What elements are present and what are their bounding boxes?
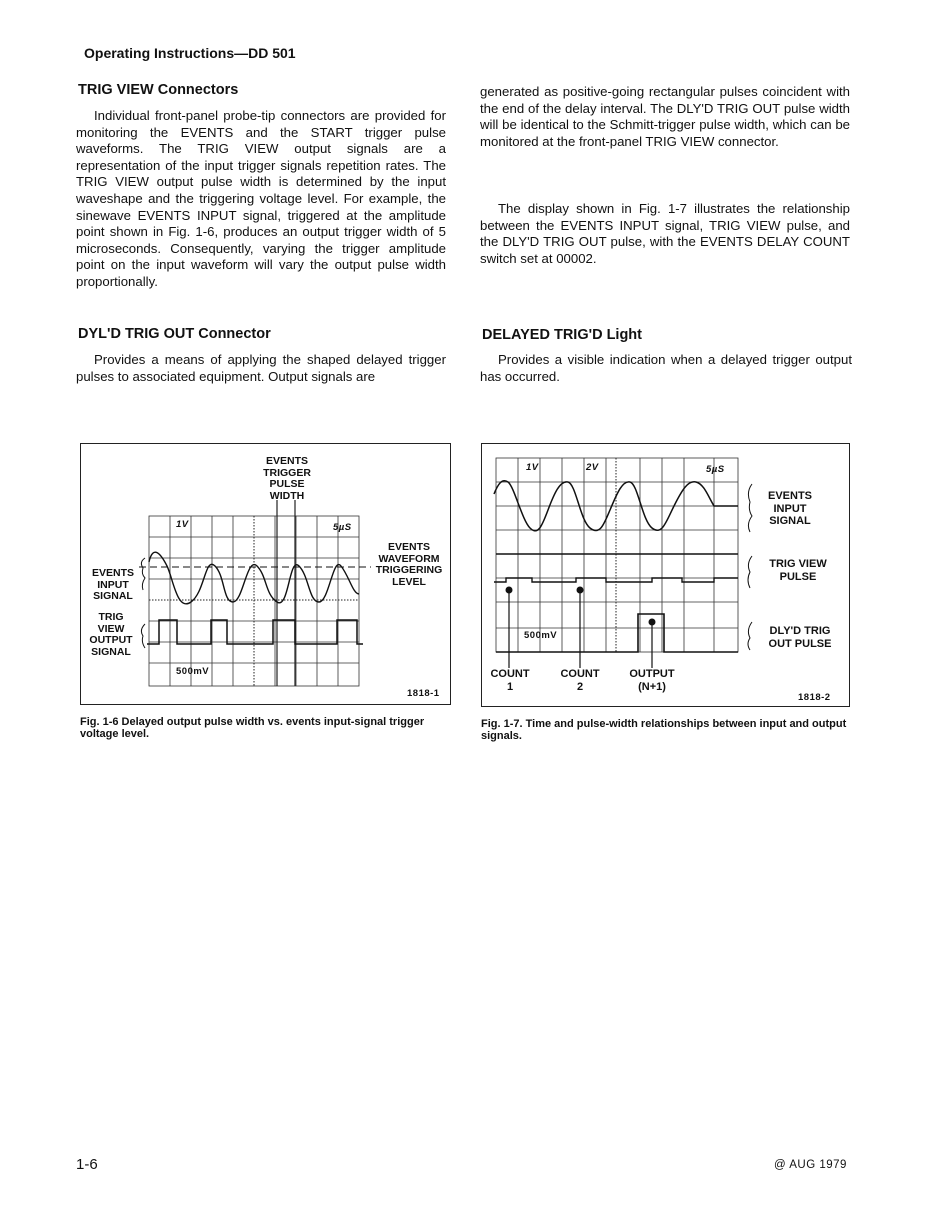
fig6-trig-view-line: SIGNAL — [91, 645, 131, 658]
fig7-scale-bottom: 500mV — [524, 630, 558, 641]
fig7-trig-view-line: PULSE — [779, 570, 817, 583]
fig7-scale-3: 5µS — [706, 464, 725, 475]
fig7-events-input-label — [758, 490, 822, 528]
paragraph-delayed-light-text: Provides a visible indication when a delayed trigger output has occurred. — [480, 352, 852, 384]
fig7-events-input-line: INPUT — [773, 502, 807, 515]
fig7-output-line: OUTPUT — [629, 668, 675, 680]
fig7-events-input-line: SIGNAL — [769, 515, 811, 527]
paragraph-display-text: The display shown in Fig. 1-7 illustrates the relationship between the EVENTS INPUT signal, TRIG VIEW pulse, and the DLY'D TRIG OUT pulse, with the EVENTS DELAY COUNT switch set at 00002. — [480, 201, 850, 266]
fig7-dlyd-line: OUT PULSE — [768, 637, 832, 650]
fig6-trig-view-line: TRIG — [98, 611, 124, 623]
fig6-events-input-line: SIGNAL — [93, 590, 133, 602]
fig6-waveform-level-line: WAVEFORM — [378, 552, 440, 565]
fig7-id: 1818-2 — [798, 692, 831, 703]
fig6-trig-view-label — [83, 612, 139, 658]
page-number: 1-6 — [76, 1156, 98, 1173]
fig6-trig-view-line: VIEW — [97, 622, 125, 635]
paragraph-dlyd-out-text: Provides a means of applying the shaped delayed trigger pulses to associated equipment. Output signals are — [76, 352, 446, 384]
fig7-trig-view-line: TRIG VIEW — [769, 558, 827, 570]
fig7-caption: Fig. 1-7. Time and pulse-width relationships between input and output signals. — [481, 718, 847, 742]
fig6-trig-view-line: OUTPUT — [89, 634, 133, 646]
fig7-scale-2: 2V — [586, 462, 599, 473]
fig6-top-label — [249, 456, 325, 502]
page-header: Operating Instructions—DD 501 — [84, 45, 296, 61]
paragraph-trig-view-text: Individual front-panel probe-tip connectors are provided for monitoring the EVENTS and the START trigger pulse waveforms. The TRIG VIEW output signals are a representation of the input trigger signals repetition rates. The TRIG VIEW output pulse width is determined by the input waveshape and the triggering voltage level. For example, the sinewave EVENTS INPUT signal, triggered at the amplitude point shown in Fig. 1-6, produces an output trigger width of 5 microseconds. Consequently, varying the trigger amplitude point on the input waveform will vary the output pulse width proportionally. — [76, 108, 446, 289]
paragraph-display — [480, 201, 850, 267]
paragraph-dlyd-out — [76, 352, 446, 385]
fig7-count1-label — [482, 668, 538, 693]
fig6-top-label-line: WIDTH — [269, 489, 305, 502]
fig7-count2-label — [552, 668, 608, 693]
fig6-events-input-line: INPUT — [97, 578, 129, 591]
fig6-scale-left: 1V — [176, 519, 189, 530]
fig7-count1-line: 1 — [506, 680, 514, 693]
section-title-delayed-light: DELAYED TRIG'D Light — [482, 327, 642, 343]
fig7-count2-line: COUNT — [560, 668, 600, 680]
fig6-id: 1818-1 — [407, 688, 440, 699]
section-title-dlyd-out: DYL'D TRIG OUT Connector — [78, 326, 271, 342]
fig6-scale-bottom: 500mV — [176, 666, 210, 677]
fig6-top-label-line: EVENTS — [265, 455, 308, 467]
fig6-top-label-line: PULSE — [269, 478, 305, 490]
fig7-count1-line: COUNT — [490, 668, 530, 680]
paragraph-delayed-light — [480, 352, 852, 385]
fig6-waveform-level-line: TRIGGERING — [375, 564, 443, 576]
fig6-events-input-line: EVENTS — [91, 567, 134, 579]
figure-1-6 — [80, 443, 451, 705]
fig6-events-input-label — [85, 568, 141, 603]
fig7-events-input-line: EVENTS — [767, 490, 812, 502]
fig6-top-label-line: TRIGGER — [263, 466, 311, 479]
fig7-output-label — [620, 668, 684, 693]
figure-1-7 — [481, 443, 850, 707]
fig7-trig-view-label — [758, 558, 838, 583]
fig7-output-line: (N+1) — [638, 680, 666, 693]
fig6-waveform-level-label — [369, 542, 449, 588]
fig6-waveform-level-line: EVENTS — [387, 541, 430, 553]
section-title-trig-view: TRIG VIEW Connectors — [78, 82, 239, 98]
footer-date: @ AUG 1979 — [774, 1159, 847, 1171]
fig6-scale-right: 5µS — [333, 522, 352, 533]
fig7-dlyd-line: DLY'D TRIG — [769, 625, 831, 637]
fig7-scale-1: 1V — [526, 462, 539, 473]
paragraph-right-continuation: generated as positive-going rectangular pulses coincident with the end of the delay interval. The DLY'D TRIG OUT pulse width will be identical to the Schmitt-trigger pulse width, which can be monitored at the front-panel TRIG VIEW connector. — [480, 84, 850, 149]
fig6-waveform-level-line: LEVEL — [392, 575, 426, 588]
paragraph-trig-view — [76, 108, 446, 291]
fig6-caption: Fig. 1-6 Delayed output pulse width vs. events input-signal trigger voltage level. — [80, 716, 425, 740]
fig7-count2-line: 2 — [576, 680, 584, 693]
fig7-dlyd-label — [758, 625, 842, 650]
